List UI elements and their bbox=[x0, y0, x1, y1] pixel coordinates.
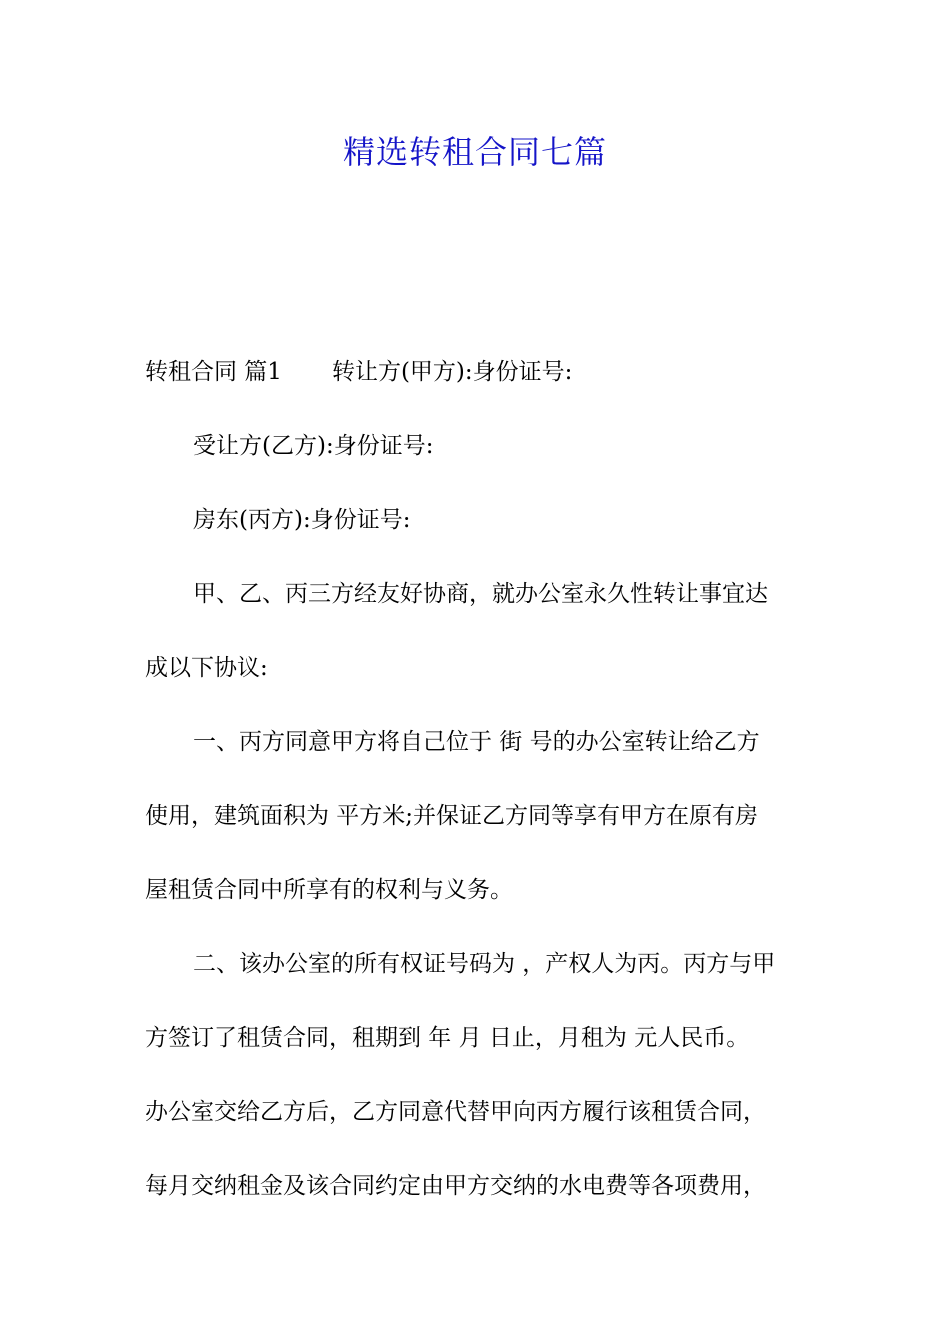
transferee-line: 受让方(乙方):身份证号: bbox=[193, 433, 434, 459]
section-label: 转租合同 篇1 bbox=[145, 359, 282, 385]
page-title: 精选转租合同七篇 bbox=[342, 133, 607, 171]
paragraph-line: 二、该办公室的所有权证号码为 ，产权人为丙。丙方与甲 bbox=[193, 951, 776, 977]
transferor-line: 转让方(甲方):身份证号: bbox=[331, 359, 573, 385]
landlord-line: 房东(丙方):身份证号: bbox=[193, 507, 411, 533]
contract-heading-line bbox=[145, 335, 810, 409]
paragraph-line: 方签订了租赁合同，租期到 年 月 日止，月租为 元人民币。 bbox=[145, 1025, 750, 1051]
paragraph-line: 办公室交给乙方后，乙方同意代替甲向丙方履行该租赁合同， bbox=[145, 1099, 766, 1125]
paragraph-line: 成以下协议: bbox=[145, 655, 268, 681]
paragraph-line: 屋租赁合同中所享有的权利与义务。 bbox=[145, 877, 513, 903]
paragraph-line: 甲、乙、丙三方经友好协商，就办公室永久性转让事宜达 bbox=[193, 581, 768, 607]
paragraph-line: 每月交纳租金及该合同约定由甲方交纳的水电费等各项费用， bbox=[145, 1173, 766, 1199]
paragraph-line: 一、丙方同意甲方将自己位于 街 号的办公室转让给乙方 bbox=[193, 729, 760, 755]
paragraph-line: 使用，建筑面积为 平方米;并保证乙方同等享有甲方在原有房 bbox=[145, 803, 759, 829]
contract-body bbox=[145, 335, 810, 1223]
